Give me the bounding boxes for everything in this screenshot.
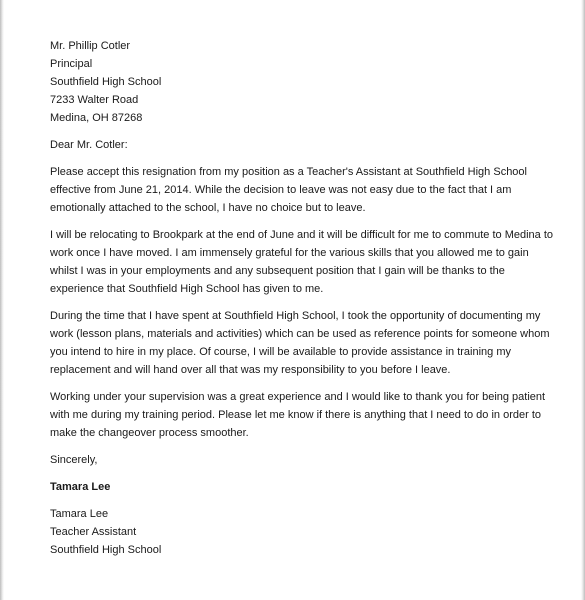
sender-name: Tamara Lee	[50, 508, 109, 520]
paragraph-line: replacement and will hand over all that was my responsibility to you before I leave.	[50, 364, 451, 376]
letter-body	[50, 37, 554, 559]
page-edge-right	[581, 0, 585, 600]
sender-organization: Southfield High School	[50, 544, 162, 556]
paragraph-line: work (lesson plans, materials and activities) which can be used as reference points for someone whom	[50, 328, 550, 340]
paragraph-3	[50, 307, 550, 379]
paragraph-line: During the time that I have spent at Southfield High School, I took the opportunity of documenting my	[50, 310, 541, 322]
paragraph-line: work once I have moved. I am immensely grateful for the various skills that you allowed me to gain	[50, 247, 529, 259]
closing-text: Sincerely,	[50, 454, 98, 466]
recipient-city: Medina, OH 87268	[50, 112, 143, 124]
paragraph-4	[50, 388, 550, 442]
signature-name-text: Tamara Lee	[50, 481, 111, 493]
paragraph-line: whilst I was in your employments and any subsequent position that I gain will be thanks to the	[50, 265, 505, 277]
recipient-organization: Southfield High School	[50, 76, 162, 88]
signature-name	[50, 478, 550, 496]
paragraph-line: make the changeover process smoother.	[50, 427, 249, 439]
paragraph-2	[50, 226, 554, 298]
recipient-address	[50, 37, 550, 127]
recipient-name: Mr. Phillip Cotler	[50, 40, 131, 52]
paragraph-line: Working under your supervision was a great experience and I would like to thank you for being patient	[50, 391, 546, 403]
sender-block	[50, 505, 550, 559]
paragraph-line: I will be relocating to Brookpark at the end of June and it will be difficult for me to commute to Medina to	[50, 229, 554, 241]
paragraph-line: you intend to hire in my place. Of course, I will be available to provide assistance in training my	[50, 346, 512, 358]
sender-title: Teacher Assistant	[50, 526, 137, 538]
closing	[50, 451, 550, 469]
paragraph-line: emotionally attached to the school, I have no choice but to leave.	[50, 202, 366, 214]
paragraph-line: with me during my training period. Please let me know if there is anything that I need to do in order to	[50, 409, 541, 421]
recipient-title: Principal	[50, 58, 93, 70]
paragraph-line: effective from June 21, 2014. While the decision to leave was not easy due to the fact that I am	[50, 184, 512, 196]
paragraph-line: experience that Southfield High School has given to me.	[50, 283, 324, 295]
recipient-street: 7233 Walter Road	[50, 94, 139, 106]
paragraph-line: Please accept this resignation from my position as a Teacher's Assistant at Southfield High School	[50, 166, 527, 178]
salutation-text: Dear Mr. Cotler:	[50, 139, 128, 151]
paragraph-1	[50, 163, 550, 217]
page-edge-left	[0, 0, 4, 600]
salutation	[50, 136, 550, 154]
